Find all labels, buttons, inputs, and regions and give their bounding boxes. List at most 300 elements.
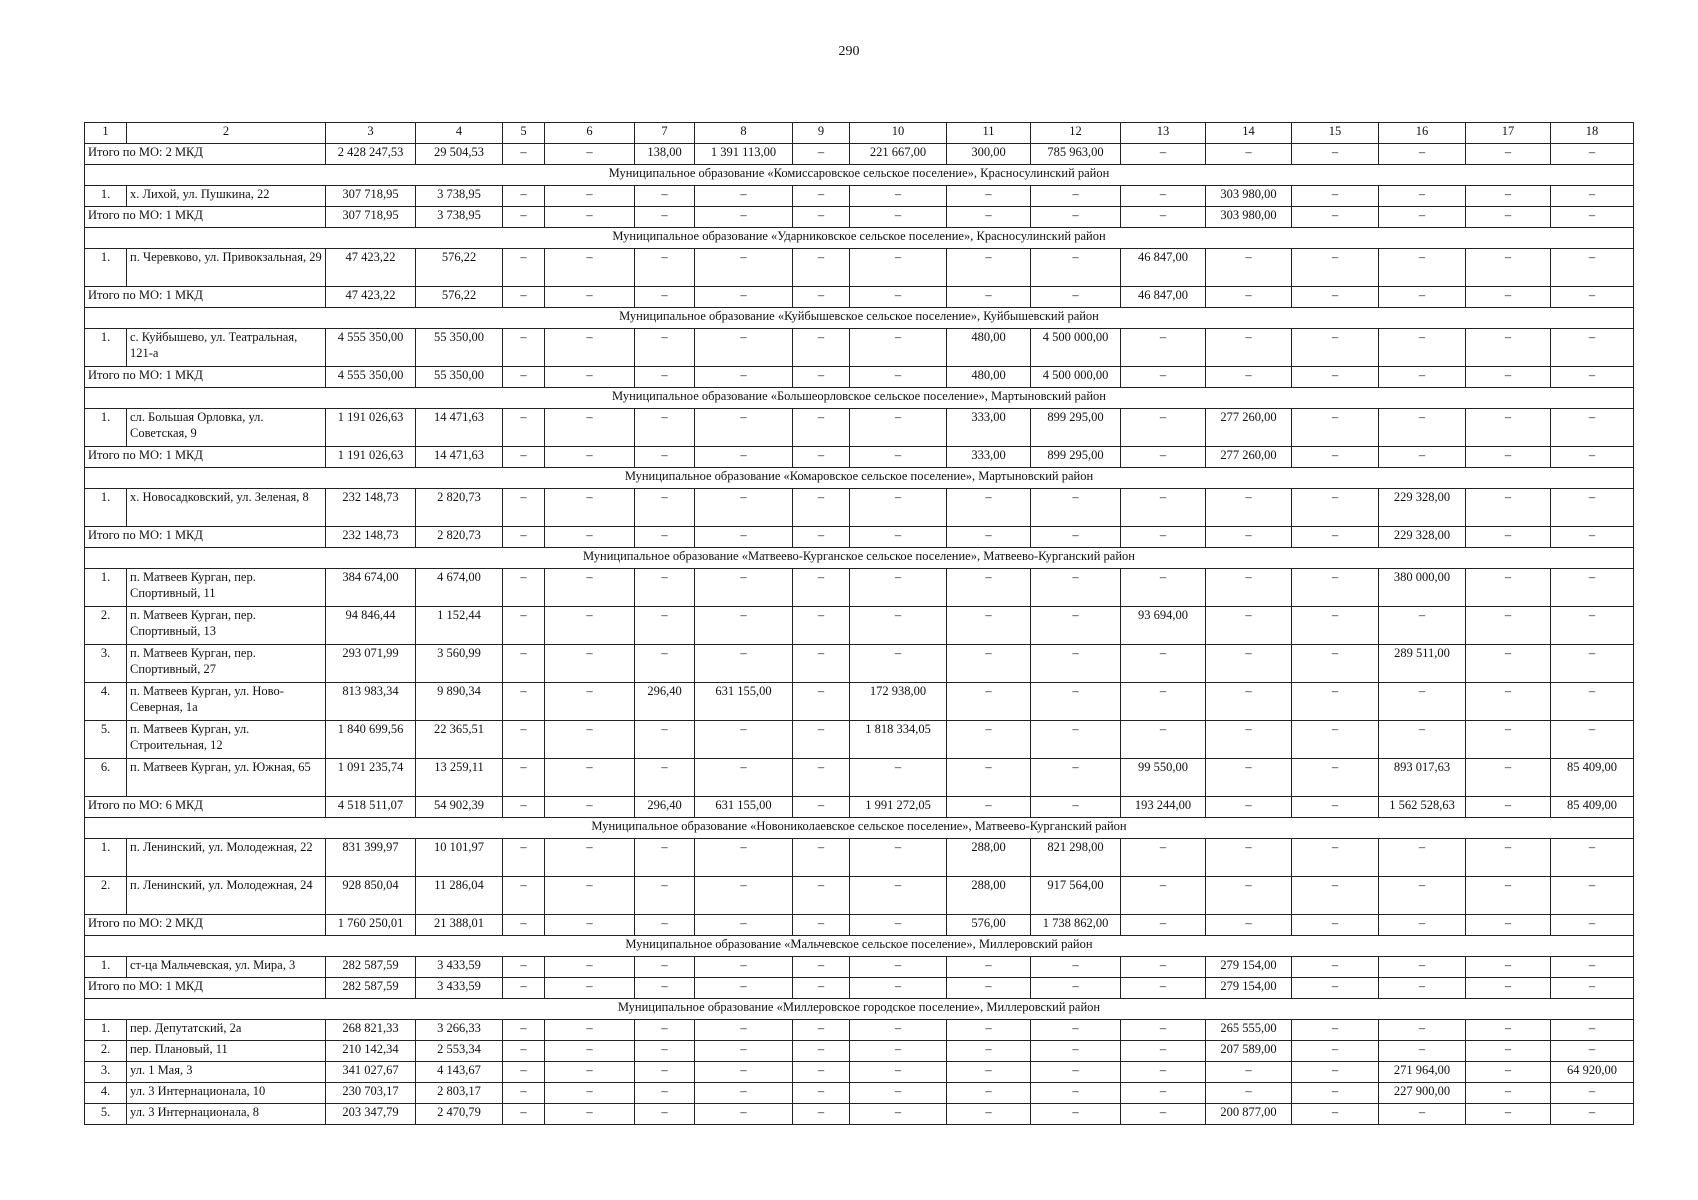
value-cell: – <box>1031 1104 1121 1125</box>
value-cell: – <box>947 186 1031 207</box>
value-cell: – <box>1551 207 1634 228</box>
value-cell: – <box>503 447 545 468</box>
value-cell: 4 143,67 <box>416 1062 503 1083</box>
value-cell: 307 718,95 <box>326 186 416 207</box>
value-cell: – <box>1466 978 1551 999</box>
section-row <box>85 936 1634 957</box>
value-cell: – <box>947 1020 1031 1041</box>
value-cell: – <box>1031 645 1121 683</box>
value-cell: – <box>1292 447 1379 468</box>
section-title: Муниципальное образование «Большеорловское сельское поселение», Мартыновский район <box>85 388 1634 409</box>
value-cell: – <box>1551 839 1634 877</box>
section-title: Муниципальное образование «Миллеровское городское поселение», Миллеровский район <box>85 999 1634 1020</box>
value-cell: – <box>1379 721 1466 759</box>
value-cell: – <box>1121 915 1206 936</box>
value-cell: 9 890,34 <box>416 683 503 721</box>
value-cell: – <box>1466 186 1551 207</box>
header-cell: 15 <box>1292 123 1379 144</box>
address-cell: п. Ленинский, ул. Молодежная, 24 <box>127 877 326 915</box>
value-cell: 303 980,00 <box>1206 207 1292 228</box>
value-cell: – <box>545 527 635 548</box>
value-cell: 1 091 235,74 <box>326 759 416 797</box>
value-cell: 296,40 <box>635 683 695 721</box>
value-cell: – <box>793 144 850 165</box>
value-cell: – <box>503 721 545 759</box>
value-cell: 279 154,00 <box>1206 978 1292 999</box>
item-row <box>85 1020 1634 1041</box>
value-cell: – <box>545 489 635 527</box>
value-cell: 203 347,79 <box>326 1104 416 1125</box>
value-cell: – <box>545 797 635 818</box>
item-row <box>85 957 1634 978</box>
value-cell: – <box>1466 207 1551 228</box>
total-label: Итого по МО: 2 МКД <box>85 915 326 936</box>
value-cell: 232 148,73 <box>326 489 416 527</box>
value-cell: – <box>947 1104 1031 1125</box>
item-row <box>85 607 1634 645</box>
value-cell: 2 428 247,53 <box>326 144 416 165</box>
value-cell: 10 101,97 <box>416 839 503 877</box>
value-cell: – <box>1551 447 1634 468</box>
value-cell: – <box>1379 1020 1466 1041</box>
value-cell: – <box>1121 329 1206 367</box>
row-number: 1. <box>85 249 127 287</box>
value-cell: – <box>793 645 850 683</box>
value-cell: – <box>1031 797 1121 818</box>
item-row <box>85 683 1634 721</box>
value-cell: – <box>947 683 1031 721</box>
value-cell: – <box>1292 1041 1379 1062</box>
value-cell: 480,00 <box>947 367 1031 388</box>
total-row <box>85 797 1634 818</box>
value-cell: – <box>1121 409 1206 447</box>
value-cell: – <box>850 207 947 228</box>
value-cell: – <box>850 409 947 447</box>
value-cell: – <box>1551 489 1634 527</box>
value-cell: – <box>1292 759 1379 797</box>
value-cell: – <box>695 186 793 207</box>
value-cell: – <box>1379 144 1466 165</box>
total-row <box>85 287 1634 308</box>
value-cell: – <box>1206 915 1292 936</box>
value-cell: – <box>503 957 545 978</box>
header-cell: 14 <box>1206 123 1292 144</box>
value-cell: 47 423,22 <box>326 287 416 308</box>
value-cell: – <box>850 957 947 978</box>
value-cell: – <box>793 569 850 607</box>
value-cell: – <box>1206 527 1292 548</box>
value-cell: – <box>1466 1041 1551 1062</box>
value-cell: – <box>1206 249 1292 287</box>
row-number: 3. <box>85 645 127 683</box>
row-number: 1. <box>85 489 127 527</box>
value-cell: – <box>793 877 850 915</box>
address-cell: х. Лихой, ул. Пушкина, 22 <box>127 186 326 207</box>
value-cell: – <box>1466 144 1551 165</box>
value-cell: – <box>1121 877 1206 915</box>
value-cell: – <box>1031 489 1121 527</box>
value-cell: – <box>503 367 545 388</box>
value-cell: – <box>1551 287 1634 308</box>
value-cell: – <box>1466 569 1551 607</box>
value-cell: – <box>1031 683 1121 721</box>
value-cell: – <box>1466 287 1551 308</box>
address-cell: сл. Большая Орловка, ул. Советская, 9 <box>127 409 326 447</box>
value-cell: – <box>1031 1041 1121 1062</box>
value-cell: – <box>695 721 793 759</box>
value-cell: – <box>1206 144 1292 165</box>
value-cell: – <box>947 759 1031 797</box>
value-cell: – <box>1121 683 1206 721</box>
value-cell: – <box>850 447 947 468</box>
header-cell: 18 <box>1551 123 1634 144</box>
value-cell: – <box>545 957 635 978</box>
row-number: 3. <box>85 1062 127 1083</box>
value-cell: – <box>1206 367 1292 388</box>
value-cell: – <box>1466 683 1551 721</box>
value-cell: 221 667,00 <box>850 144 947 165</box>
total-label: Итого по МО: 2 МКД <box>85 144 326 165</box>
value-cell: – <box>1031 186 1121 207</box>
value-cell: – <box>793 1104 850 1125</box>
value-cell: – <box>850 759 947 797</box>
header-cell: 16 <box>1379 123 1466 144</box>
value-cell: – <box>545 1020 635 1041</box>
value-cell: – <box>1379 839 1466 877</box>
item-row <box>85 409 1634 447</box>
value-cell: 29 504,53 <box>416 144 503 165</box>
value-cell: 1 738 862,00 <box>1031 915 1121 936</box>
value-cell: – <box>850 489 947 527</box>
value-cell: 271 964,00 <box>1379 1062 1466 1083</box>
value-cell: 1 562 528,63 <box>1379 797 1466 818</box>
row-number: 4. <box>85 1083 127 1104</box>
value-cell: – <box>695 207 793 228</box>
value-cell: – <box>1551 1041 1634 1062</box>
row-number: 2. <box>85 1041 127 1062</box>
value-cell: – <box>850 915 947 936</box>
value-cell: – <box>1292 839 1379 877</box>
value-cell: 94 846,44 <box>326 607 416 645</box>
value-cell: – <box>793 839 850 877</box>
value-cell: – <box>947 1041 1031 1062</box>
row-number: 1. <box>85 1020 127 1041</box>
row-number: 1. <box>85 839 127 877</box>
total-label: Итого по МО: 1 МКД <box>85 367 326 388</box>
value-cell: – <box>635 489 695 527</box>
value-cell: – <box>850 1041 947 1062</box>
value-cell: – <box>947 721 1031 759</box>
value-cell: – <box>635 877 695 915</box>
value-cell: 4 555 350,00 <box>326 367 416 388</box>
header-cell: 10 <box>850 123 947 144</box>
value-cell: – <box>1551 186 1634 207</box>
value-cell: 2 470,79 <box>416 1104 503 1125</box>
value-cell: – <box>695 645 793 683</box>
value-cell: – <box>635 1083 695 1104</box>
value-cell: – <box>545 978 635 999</box>
value-cell: 293 071,99 <box>326 645 416 683</box>
value-cell: – <box>850 287 947 308</box>
value-cell: – <box>695 877 793 915</box>
value-cell: – <box>793 683 850 721</box>
value-cell: – <box>793 797 850 818</box>
value-cell: – <box>793 1062 850 1083</box>
value-cell: 631 155,00 <box>695 797 793 818</box>
value-cell: – <box>1466 1083 1551 1104</box>
value-cell: – <box>695 1104 793 1125</box>
value-cell: – <box>1551 978 1634 999</box>
item-row <box>85 329 1634 367</box>
address-cell: с. Куйбышево, ул. Театральная, 121-а <box>127 329 326 367</box>
value-cell: – <box>1121 207 1206 228</box>
value-cell: – <box>1031 569 1121 607</box>
value-cell: – <box>545 186 635 207</box>
value-cell: – <box>503 607 545 645</box>
header-cell: 17 <box>1466 123 1551 144</box>
value-cell: – <box>545 329 635 367</box>
value-cell: – <box>1551 527 1634 548</box>
total-label: Итого по МО: 6 МКД <box>85 797 326 818</box>
value-cell: – <box>1379 1104 1466 1125</box>
value-cell: – <box>503 329 545 367</box>
value-cell: 1 152,44 <box>416 607 503 645</box>
value-cell: – <box>1551 409 1634 447</box>
header-cell: 11 <box>947 123 1031 144</box>
value-cell: – <box>695 447 793 468</box>
value-cell: 227 900,00 <box>1379 1083 1466 1104</box>
value-cell: 785 963,00 <box>1031 144 1121 165</box>
value-cell: – <box>1466 797 1551 818</box>
value-cell: 3 738,95 <box>416 186 503 207</box>
value-cell: – <box>635 527 695 548</box>
value-cell: 831 399,97 <box>326 839 416 877</box>
value-cell: – <box>947 978 1031 999</box>
value-cell: – <box>635 569 695 607</box>
value-cell: – <box>1121 1062 1206 1083</box>
address-cell: п. Матвеев Курган, ул. Ново-Северная, 1а <box>127 683 326 721</box>
value-cell: – <box>545 1083 635 1104</box>
value-cell: 1 991 272,05 <box>850 797 947 818</box>
header-cell: 8 <box>695 123 793 144</box>
value-cell: – <box>695 367 793 388</box>
item-row <box>85 249 1634 287</box>
value-cell: 279 154,00 <box>1206 957 1292 978</box>
row-number: 1. <box>85 186 127 207</box>
value-cell: – <box>793 489 850 527</box>
value-cell: – <box>1466 1104 1551 1125</box>
value-cell: – <box>503 1020 545 1041</box>
value-cell: – <box>1551 569 1634 607</box>
section-title: Муниципальное образование «Комиссаровское сельское поселение», Красносулинский район <box>85 165 1634 186</box>
header-cell: 6 <box>545 123 635 144</box>
value-cell: 2 820,73 <box>416 527 503 548</box>
value-cell: – <box>1292 207 1379 228</box>
value-cell: – <box>1206 759 1292 797</box>
address-cell: п. Матвеев Курган, ул. Южная, 65 <box>127 759 326 797</box>
value-cell: – <box>1292 915 1379 936</box>
header-cell: 3 <box>326 123 416 144</box>
header-cell: 4 <box>416 123 503 144</box>
value-cell: – <box>1206 721 1292 759</box>
value-cell: 46 847,00 <box>1121 249 1206 287</box>
value-cell: – <box>850 645 947 683</box>
value-cell: – <box>1292 877 1379 915</box>
value-cell: 380 000,00 <box>1379 569 1466 607</box>
value-cell: – <box>545 144 635 165</box>
value-cell: 296,40 <box>635 797 695 818</box>
value-cell: – <box>695 249 793 287</box>
value-cell: – <box>635 329 695 367</box>
value-cell: 229 328,00 <box>1379 527 1466 548</box>
value-cell: 288,00 <box>947 839 1031 877</box>
value-cell: 576,22 <box>416 287 503 308</box>
section-row <box>85 548 1634 569</box>
value-cell: – <box>1292 683 1379 721</box>
row-number: 6. <box>85 759 127 797</box>
value-cell: 13 259,11 <box>416 759 503 797</box>
value-cell: – <box>695 1020 793 1041</box>
value-cell: – <box>503 915 545 936</box>
value-cell: – <box>503 1083 545 1104</box>
value-cell: – <box>695 1062 793 1083</box>
value-cell: – <box>695 915 793 936</box>
value-cell: 282 587,59 <box>326 978 416 999</box>
value-cell: 232 148,73 <box>326 527 416 548</box>
value-cell: – <box>1379 978 1466 999</box>
value-cell: – <box>1292 287 1379 308</box>
value-cell: – <box>635 367 695 388</box>
row-number: 2. <box>85 877 127 915</box>
value-cell: – <box>503 1104 545 1125</box>
value-cell: – <box>1121 144 1206 165</box>
address-cell: п. Ленинский, ул. Молодежная, 22 <box>127 839 326 877</box>
value-cell: – <box>635 957 695 978</box>
value-cell: 138,00 <box>635 144 695 165</box>
value-cell: – <box>1121 978 1206 999</box>
value-cell: – <box>503 144 545 165</box>
total-row <box>85 447 1634 468</box>
value-cell: – <box>635 1104 695 1125</box>
value-cell: – <box>1551 1083 1634 1104</box>
value-cell: 93 694,00 <box>1121 607 1206 645</box>
total-label: Итого по МО: 1 МКД <box>85 527 326 548</box>
value-cell: – <box>1379 249 1466 287</box>
section-title: Муниципальное образование «Куйбышевское сельское поселение», Куйбышевский район <box>85 308 1634 329</box>
value-cell: 1 818 334,05 <box>850 721 947 759</box>
value-cell: – <box>695 957 793 978</box>
value-cell: – <box>1031 287 1121 308</box>
value-cell: – <box>635 287 695 308</box>
value-cell: – <box>793 978 850 999</box>
value-cell: 210 142,34 <box>326 1041 416 1062</box>
row-number: 2. <box>85 607 127 645</box>
table-body <box>85 123 1634 1125</box>
value-cell: – <box>1031 249 1121 287</box>
value-cell: 4 518 511,07 <box>326 797 416 818</box>
value-cell: – <box>503 797 545 818</box>
value-cell: 899 295,00 <box>1031 447 1121 468</box>
value-cell: 99 550,00 <box>1121 759 1206 797</box>
value-cell: – <box>1379 186 1466 207</box>
value-cell: – <box>545 1041 635 1062</box>
value-cell: – <box>635 1041 695 1062</box>
value-cell: – <box>1121 957 1206 978</box>
value-cell: 14 471,63 <box>416 409 503 447</box>
item-row <box>85 1041 1634 1062</box>
value-cell: – <box>545 721 635 759</box>
value-cell: – <box>1466 759 1551 797</box>
value-cell: – <box>1031 527 1121 548</box>
value-cell: – <box>793 527 850 548</box>
item-row <box>85 759 1634 797</box>
value-cell: – <box>1466 1062 1551 1083</box>
value-cell: – <box>1121 186 1206 207</box>
value-cell: – <box>635 978 695 999</box>
value-cell: – <box>1379 287 1466 308</box>
value-cell: – <box>1551 607 1634 645</box>
value-cell: 333,00 <box>947 409 1031 447</box>
value-cell: – <box>503 569 545 607</box>
value-cell: – <box>793 721 850 759</box>
value-cell: – <box>545 447 635 468</box>
item-row <box>85 1062 1634 1083</box>
value-cell: – <box>695 287 793 308</box>
row-number: 5. <box>85 721 127 759</box>
value-cell: – <box>1551 915 1634 936</box>
value-cell: – <box>1379 329 1466 367</box>
value-cell: – <box>793 447 850 468</box>
value-cell: 3 433,59 <box>416 957 503 978</box>
value-cell: – <box>503 287 545 308</box>
value-cell: 899 295,00 <box>1031 409 1121 447</box>
value-cell: – <box>635 207 695 228</box>
value-cell: – <box>1551 367 1634 388</box>
value-cell: – <box>1551 645 1634 683</box>
value-cell: – <box>695 489 793 527</box>
value-cell: – <box>850 527 947 548</box>
value-cell: 200 877,00 <box>1206 1104 1292 1125</box>
section-title: Муниципальное образование «Матвеево-Курганское сельское поселение», Матвеево-Курганский район <box>85 548 1634 569</box>
section-row <box>85 999 1634 1020</box>
value-cell: 4 500 000,00 <box>1031 367 1121 388</box>
address-cell: п. Матвеев Курган, пер. Спортивный, 11 <box>127 569 326 607</box>
value-cell: 480,00 <box>947 329 1031 367</box>
value-cell: – <box>1466 645 1551 683</box>
value-cell: – <box>1466 249 1551 287</box>
value-cell: – <box>1466 877 1551 915</box>
address-cell: п. Матвеев Курган, ул. Строительная, 12 <box>127 721 326 759</box>
value-cell: – <box>503 839 545 877</box>
value-cell: – <box>1466 489 1551 527</box>
value-cell: – <box>1206 797 1292 818</box>
section-row <box>85 308 1634 329</box>
value-cell: 3 738,95 <box>416 207 503 228</box>
value-cell: – <box>947 489 1031 527</box>
value-cell: – <box>1031 607 1121 645</box>
value-cell: 384 674,00 <box>326 569 416 607</box>
value-cell: – <box>1292 409 1379 447</box>
value-cell: 1 391 113,00 <box>695 144 793 165</box>
value-cell: 289 511,00 <box>1379 645 1466 683</box>
value-cell: – <box>503 1041 545 1062</box>
header-cell: 1 <box>85 123 127 144</box>
value-cell: 47 423,22 <box>326 249 416 287</box>
value-cell: – <box>695 409 793 447</box>
value-cell: – <box>1466 447 1551 468</box>
address-cell: ул. 3 Интернационала, 8 <box>127 1104 326 1125</box>
value-cell: – <box>1292 1020 1379 1041</box>
